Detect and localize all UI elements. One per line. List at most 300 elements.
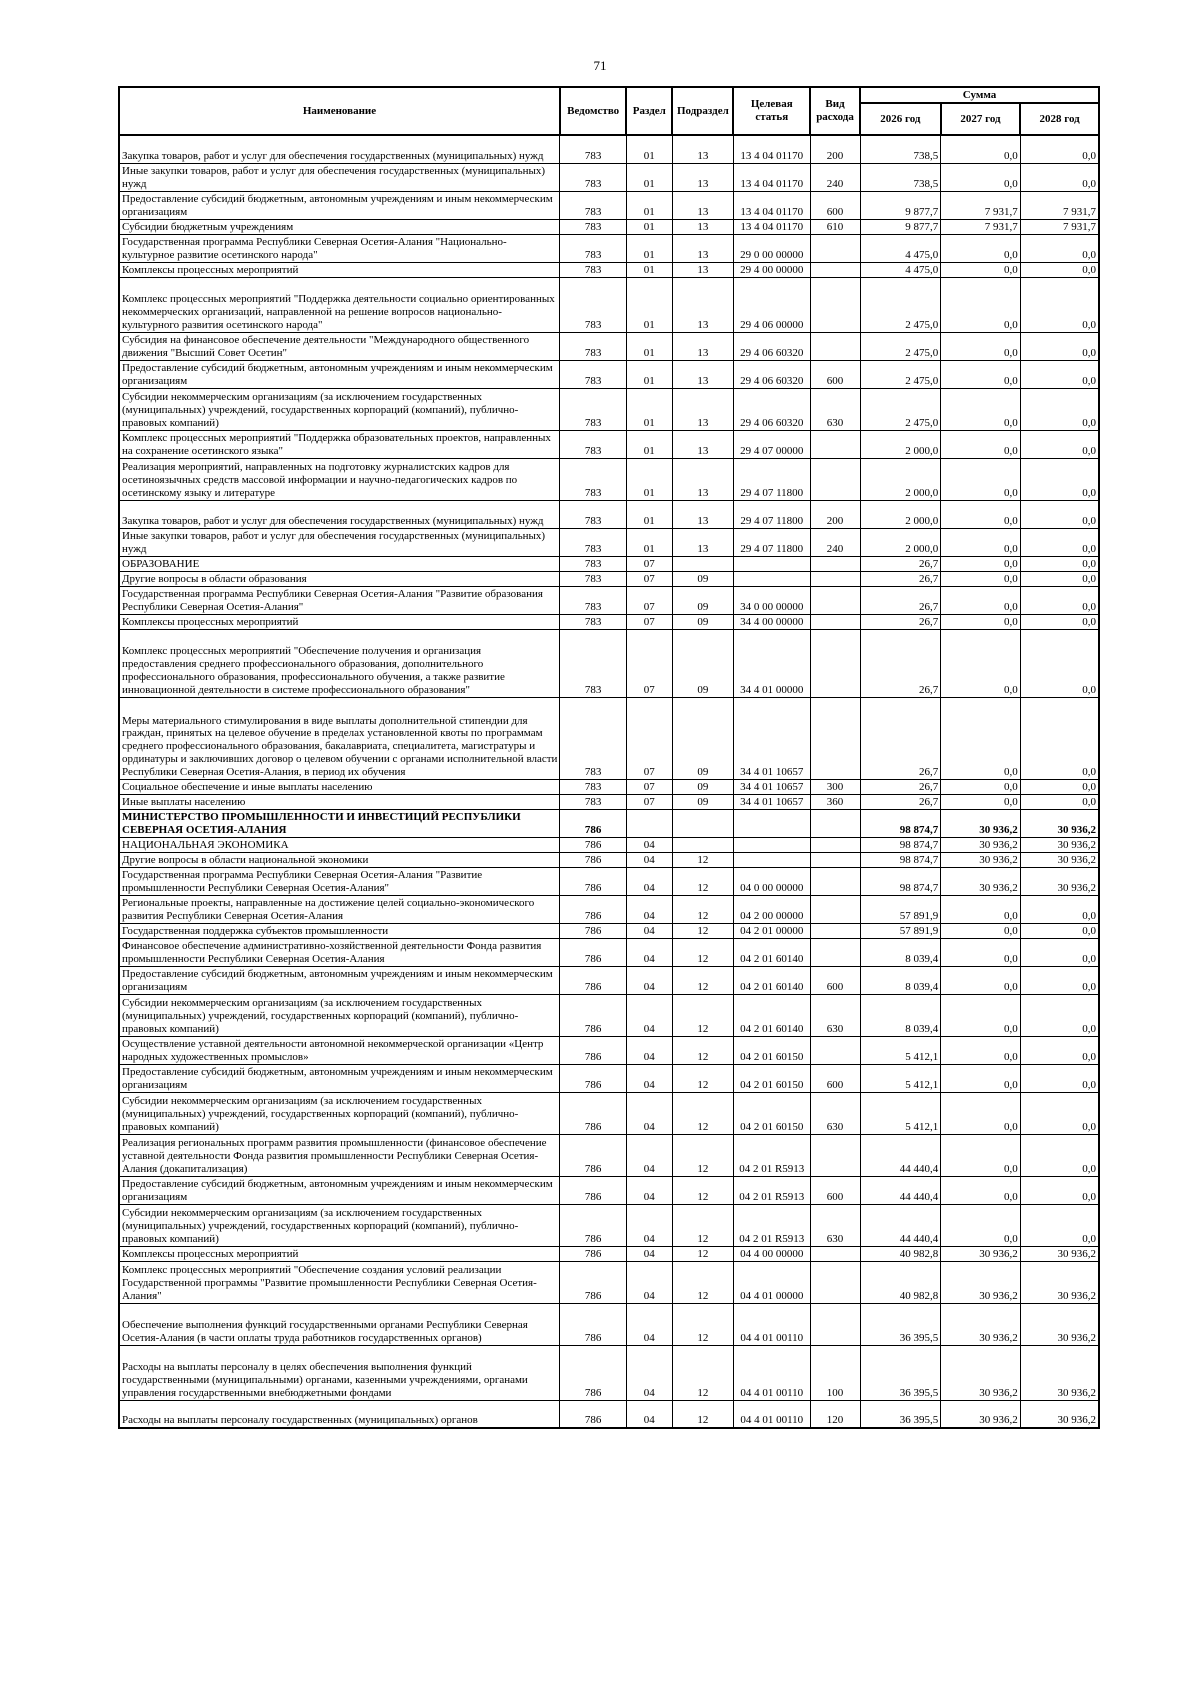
cell-section: 04 [626,837,672,852]
cell-2027: 0,0 [941,458,1021,500]
cell-subsection: 09 [672,571,733,586]
cell-dept: 786 [560,923,626,938]
cell-section: 04 [626,867,672,895]
cell-subsection: 12 [672,1064,733,1092]
cell-target: 04 2 01 60140 [733,938,810,966]
cell-section: 01 [626,234,672,262]
table-row [119,1036,1099,1064]
cell-2027: 0,0 [941,586,1021,614]
cell-section: 04 [626,1134,672,1176]
table-row [119,1134,1099,1176]
cell-2027: 0,0 [941,430,1021,458]
cell-target: 29 4 06 60320 [733,360,810,388]
cell-section: 01 [626,163,672,191]
cell-name: Комплексы процессных мероприятий [119,614,560,629]
cell-name: Комплекс процессных мероприятий "Поддержка образовательных проектов, направленных на сохранение осетинского языка" [119,430,560,458]
cell-name: Предоставление субсидий бюджетным, автономным учреждениям и иным некоммерческим организациям [119,966,560,994]
cell-target [733,809,810,837]
cell-dept: 783 [560,528,626,556]
cell-section: 01 [626,500,672,528]
cell-2028: 0,0 [1020,1176,1099,1204]
cell-target: 34 4 01 00000 [733,629,810,697]
cell-2027: 0,0 [941,629,1021,697]
cell-name: Меры материального стимулирования в виде выплаты дополнительной стипендии для граждан, принятых на целевое обучение в пределах установленной квоты по программам среднего профессионального образования, бакалавриата, специалитета, магистратуры и ординатуры и заключивших договор о целевом обучении с органами исполнительной власти Республики Северная Осетия-Алания, в период их обучения [119,697,560,779]
cell-target: 04 4 01 00110 [733,1345,810,1400]
cell-2026: 738,5 [860,135,941,163]
cell-dept: 786 [560,1092,626,1134]
cell-2028: 0,0 [1020,794,1099,809]
cell-name: НАЦИОНАЛЬНАЯ ЭКОНОМИКА [119,837,560,852]
cell-section: 01 [626,528,672,556]
table-row [119,388,1099,430]
cell-target: 29 4 07 11800 [733,500,810,528]
cell-2028: 0,0 [1020,1036,1099,1064]
cell-subsection: 09 [672,697,733,779]
table-row [119,163,1099,191]
cell-name: Реализация региональных программ развития промышленности (финансовое обеспечение уставной деятельности Фонда развития промышленности Республики Северная Осетия-Алания (докапитализация) [119,1134,560,1176]
cell-2026: 8 039,4 [860,994,941,1036]
cell-name: Иные закупки товаров, работ и услуг для обеспечения государственных (муниципальных) нужд [119,528,560,556]
cell-subsection: 12 [672,1246,733,1261]
cell-2026: 36 395,5 [860,1345,941,1400]
cell-2026: 5 412,1 [860,1036,941,1064]
cell-name: Субсидии некоммерческим организациям (за исключением государственных (муниципальных) учреждений, государственных корпораций (компаний), публично-правовых компаний) [119,994,560,1036]
cell-dept: 783 [560,277,626,332]
cell-subsection: 12 [672,1176,733,1204]
cell-2027: 30 936,2 [941,852,1021,867]
cell-exp-type [810,923,860,938]
cell-2026: 26,7 [860,614,941,629]
cell-target: 34 4 01 10657 [733,697,810,779]
cell-exp-type: 200 [810,135,860,163]
cell-subsection: 12 [672,938,733,966]
cell-2026: 44 440,4 [860,1204,941,1246]
cell-target: 13 4 04 01170 [733,191,810,219]
cell-exp-type: 630 [810,388,860,430]
cell-2027: 0,0 [941,938,1021,966]
cell-name: Субсидия на финансовое обеспечение деятельности "Международного общественного движения "Высший Совет Осетин" [119,332,560,360]
cell-exp-type: 120 [810,1400,860,1428]
cell-subsection: 12 [672,1204,733,1246]
cell-section: 04 [626,1036,672,1064]
cell-target: 29 4 06 60320 [733,388,810,430]
cell-section: 01 [626,458,672,500]
cell-dept: 786 [560,837,626,852]
table-row [119,1261,1099,1303]
cell-2026: 40 982,8 [860,1261,941,1303]
cell-dept: 783 [560,500,626,528]
cell-2026: 2 000,0 [860,500,941,528]
cell-dept: 783 [560,571,626,586]
cell-name: Комплекс процессных мероприятий "Обеспечение получения и организация предоставления среднего профессионального образования, дополнительного профессионального образования, профессионального обучения, а также развитие инновационной деятельности в системе профессионального образования" [119,629,560,697]
cell-section: 01 [626,277,672,332]
cell-dept: 786 [560,1400,626,1428]
cell-name: Обеспечение выполнения функций государственными органами Республики Северная Осетия-Алания (в части оплаты труда работников государственных органов) [119,1303,560,1345]
cell-target: 29 4 07 11800 [733,528,810,556]
cell-2028: 0,0 [1020,1134,1099,1176]
cell-section: 04 [626,1303,672,1345]
cell-target: 29 4 06 00000 [733,277,810,332]
cell-2028: 30 936,2 [1020,837,1099,852]
cell-name: Субсидии некоммерческим организациям (за исключением государственных (муниципальных) учреждений, государственных корпораций (компаний), публично-правовых компаний) [119,1204,560,1246]
cell-target: 04 2 01 60140 [733,966,810,994]
cell-name: Предоставление субсидий бюджетным, автономным учреждениям и иным некоммерческим организациям [119,1176,560,1204]
cell-2027: 0,0 [941,500,1021,528]
cell-exp-type: 630 [810,1092,860,1134]
cell-subsection: 13 [672,277,733,332]
table-row [119,994,1099,1036]
cell-subsection: 12 [672,1345,733,1400]
cell-2026: 57 891,9 [860,923,941,938]
cell-2027: 0,0 [941,388,1021,430]
cell-subsection: 12 [672,867,733,895]
cell-2026: 8 039,4 [860,938,941,966]
cell-dept: 786 [560,1064,626,1092]
cell-section: 01 [626,135,672,163]
cell-section: 04 [626,1092,672,1134]
cell-subsection: 12 [672,895,733,923]
table-row [119,1176,1099,1204]
cell-2026: 2 000,0 [860,458,941,500]
table-row [119,1064,1099,1092]
budget-table [118,86,1100,1429]
cell-name: Закупка товаров, работ и услуг для обеспечения государственных (муниципальных) нужд [119,500,560,528]
table-row [119,586,1099,614]
cell-name: Другие вопросы в области образования [119,571,560,586]
cell-subsection: 09 [672,629,733,697]
cell-section: 04 [626,1345,672,1400]
cell-exp-type [810,809,860,837]
header-2027: 2027 год [941,103,1021,135]
cell-dept: 783 [560,163,626,191]
cell-2028: 0,0 [1020,360,1099,388]
cell-section: 01 [626,360,672,388]
cell-name: Комплексы процессных мероприятий [119,1246,560,1261]
cell-target: 04 2 01 60150 [733,1092,810,1134]
cell-2028: 7 931,7 [1020,191,1099,219]
cell-2028: 30 936,2 [1020,852,1099,867]
cell-exp-type: 600 [810,360,860,388]
cell-exp-type: 610 [810,219,860,234]
cell-2028: 0,0 [1020,234,1099,262]
cell-section: 07 [626,629,672,697]
cell-exp-type: 600 [810,966,860,994]
cell-2027: 30 936,2 [941,837,1021,852]
cell-2026: 2 000,0 [860,430,941,458]
cell-name: Предоставление субсидий бюджетным, автономным учреждениям и иным некоммерческим организациям [119,360,560,388]
cell-section: 01 [626,191,672,219]
cell-2026: 2 475,0 [860,388,941,430]
cell-exp-type: 630 [810,994,860,1036]
cell-2027: 0,0 [941,794,1021,809]
cell-exp-type: 600 [810,1176,860,1204]
cell-2027: 0,0 [941,571,1021,586]
cell-2028: 0,0 [1020,163,1099,191]
cell-name: Комплексы процессных мероприятий [119,262,560,277]
table-row [119,430,1099,458]
cell-name: Государственная программа Республики Северная Осетия-Алания "Развитие промышленности Республики Северная Осетия-Алания" [119,867,560,895]
cell-target: 04 4 01 00000 [733,1261,810,1303]
table-row [119,809,1099,837]
cell-dept: 783 [560,586,626,614]
cell-target [733,837,810,852]
cell-name: Предоставление субсидий бюджетным, автономным учреждениям и иным некоммерческим организациям [119,1064,560,1092]
cell-dept: 786 [560,1036,626,1064]
cell-2028: 0,0 [1020,430,1099,458]
cell-2027: 0,0 [941,1176,1021,1204]
table-row [119,458,1099,500]
cell-2028: 0,0 [1020,458,1099,500]
cell-exp-type [810,837,860,852]
cell-section: 01 [626,430,672,458]
cell-dept: 786 [560,1176,626,1204]
cell-2028: 0,0 [1020,1204,1099,1246]
cell-subsection [672,556,733,571]
cell-subsection: 12 [672,994,733,1036]
cell-subsection: 12 [672,1303,733,1345]
cell-dept: 783 [560,219,626,234]
table-header [119,87,1099,135]
cell-2026: 4 475,0 [860,234,941,262]
cell-target: 04 2 00 00000 [733,895,810,923]
cell-target: 04 4 01 00110 [733,1303,810,1345]
cell-name: Субсидии некоммерческим организациям (за исключением государственных (муниципальных) учреждений, государственных корпораций (компаний), публично-правовых компаний) [119,388,560,430]
cell-2026: 2 475,0 [860,332,941,360]
cell-target: 04 2 01 R5913 [733,1204,810,1246]
cell-2026: 9 877,7 [860,191,941,219]
cell-2028: 0,0 [1020,571,1099,586]
cell-section: 01 [626,219,672,234]
cell-dept: 783 [560,135,626,163]
cell-subsection: 13 [672,388,733,430]
cell-exp-type: 360 [810,794,860,809]
table-row [119,938,1099,966]
cell-section: 04 [626,1204,672,1246]
cell-subsection: 13 [672,163,733,191]
cell-dept: 786 [560,1204,626,1246]
cell-name: Региональные проекты, направленные на достижение целей социально-экономического развития Республики Северная Осетия-Алания [119,895,560,923]
cell-2026: 57 891,9 [860,895,941,923]
cell-exp-type [810,571,860,586]
cell-2027: 0,0 [941,923,1021,938]
cell-dept: 786 [560,809,626,837]
cell-dept: 783 [560,332,626,360]
cell-target: 29 4 07 00000 [733,430,810,458]
cell-subsection: 13 [672,262,733,277]
cell-2026: 2 475,0 [860,360,941,388]
cell-exp-type: 600 [810,191,860,219]
cell-2026: 26,7 [860,697,941,779]
cell-subsection: 13 [672,191,733,219]
cell-dept: 783 [560,779,626,794]
cell-name: Государственная поддержка субъектов промышленности [119,923,560,938]
cell-2027: 0,0 [941,1064,1021,1092]
cell-2028: 30 936,2 [1020,1303,1099,1345]
header-subsection: Подраздел [672,87,733,135]
cell-exp-type: 300 [810,779,860,794]
cell-subsection: 13 [672,528,733,556]
cell-dept: 786 [560,1303,626,1345]
cell-target: 29 4 07 11800 [733,458,810,500]
cell-2027: 0,0 [941,332,1021,360]
table-row [119,1400,1099,1428]
cell-dept: 783 [560,191,626,219]
cell-2026: 5 412,1 [860,1064,941,1092]
cell-target [733,556,810,571]
cell-2027: 0,0 [941,994,1021,1036]
cell-dept: 783 [560,697,626,779]
cell-2028: 0,0 [1020,500,1099,528]
cell-2027: 30 936,2 [941,1261,1021,1303]
cell-2027: 30 936,2 [941,867,1021,895]
cell-2028: 0,0 [1020,332,1099,360]
cell-2028: 0,0 [1020,779,1099,794]
table-row [119,1204,1099,1246]
cell-subsection: 09 [672,794,733,809]
cell-section: 07 [626,556,672,571]
cell-2028: 0,0 [1020,388,1099,430]
cell-exp-type [810,332,860,360]
table-row [119,779,1099,794]
table-row [119,360,1099,388]
cell-2026: 36 395,5 [860,1303,941,1345]
cell-exp-type [810,614,860,629]
page-number: 71 [593,58,607,73]
cell-target: 34 4 01 10657 [733,779,810,794]
cell-2026: 5 412,1 [860,1092,941,1134]
cell-target: 13 4 04 01170 [733,135,810,163]
cell-target: 34 0 00 00000 [733,586,810,614]
cell-2026: 44 440,4 [860,1176,941,1204]
cell-2026: 40 982,8 [860,1246,941,1261]
cell-2027: 0,0 [941,234,1021,262]
cell-dept: 786 [560,1134,626,1176]
cell-dept: 783 [560,388,626,430]
cell-subsection: 12 [672,923,733,938]
cell-2026: 36 395,5 [860,1400,941,1428]
cell-subsection: 13 [672,332,733,360]
cell-exp-type [810,277,860,332]
header-2028: 2028 год [1020,103,1099,135]
cell-exp-type: 200 [810,500,860,528]
cell-2028: 0,0 [1020,629,1099,697]
cell-2026: 26,7 [860,794,941,809]
cell-2026: 8 039,4 [860,966,941,994]
cell-target: 04 2 01 R5913 [733,1176,810,1204]
cell-exp-type [810,697,860,779]
cell-dept: 783 [560,556,626,571]
cell-section: 04 [626,1400,672,1428]
cell-name: Предоставление субсидий бюджетным, автономным учреждениям и иным некоммерческим организациям [119,191,560,219]
cell-section: 01 [626,388,672,430]
cell-target: 04 0 00 00000 [733,867,810,895]
cell-section: 01 [626,262,672,277]
cell-dept: 783 [560,629,626,697]
cell-exp-type [810,852,860,867]
cell-section: 04 [626,1246,672,1261]
cell-2027: 30 936,2 [941,1345,1021,1400]
cell-dept: 783 [560,262,626,277]
cell-2028: 0,0 [1020,994,1099,1036]
table-row [119,556,1099,571]
cell-2028: 0,0 [1020,262,1099,277]
cell-section: 07 [626,794,672,809]
cell-2026: 44 440,4 [860,1134,941,1176]
header-2026: 2026 год [860,103,941,135]
cell-section: 04 [626,994,672,1036]
cell-subsection: 13 [672,234,733,262]
cell-2026: 98 874,7 [860,852,941,867]
cell-exp-type: 240 [810,163,860,191]
cell-target: 34 4 00 00000 [733,614,810,629]
table-row [119,219,1099,234]
cell-exp-type: 100 [810,1345,860,1400]
cell-2027: 0,0 [941,528,1021,556]
cell-section: 04 [626,852,672,867]
cell-dept: 783 [560,458,626,500]
cell-section: 04 [626,895,672,923]
cell-2028: 30 936,2 [1020,1345,1099,1400]
table-row [119,895,1099,923]
cell-name: Субсидии бюджетным учреждениям [119,219,560,234]
cell-dept: 786 [560,895,626,923]
cell-target: 04 4 00 00000 [733,1246,810,1261]
cell-subsection: 13 [672,219,733,234]
header-sum: Сумма [860,87,1099,103]
cell-2028: 30 936,2 [1020,1261,1099,1303]
cell-2027: 0,0 [941,135,1021,163]
cell-2027: 0,0 [941,277,1021,332]
cell-target: 29 4 00 00000 [733,262,810,277]
cell-exp-type [810,1036,860,1064]
cell-2027: 0,0 [941,966,1021,994]
cell-subsection: 09 [672,779,733,794]
cell-section: 07 [626,586,672,614]
cell-2027: 30 936,2 [941,1246,1021,1261]
cell-2027: 30 936,2 [941,1303,1021,1345]
cell-2027: 0,0 [941,895,1021,923]
cell-dept: 783 [560,430,626,458]
cell-exp-type [810,430,860,458]
cell-subsection: 13 [672,430,733,458]
cell-target: 04 2 01 60150 [733,1064,810,1092]
cell-dept: 786 [560,1345,626,1400]
table-row [119,1246,1099,1261]
cell-2026: 98 874,7 [860,837,941,852]
cell-name: Государственная программа Республики Северная Осетия-Алания "Национально-культурное развитие осетинского народа" [119,234,560,262]
cell-exp-type [810,895,860,923]
cell-2028: 0,0 [1020,556,1099,571]
cell-dept: 783 [560,614,626,629]
cell-name: Финансовое обеспечение административно-хозяйственной деятельности Фонда развития промышленности Республики Северная Осетия-Алания [119,938,560,966]
cell-2028: 0,0 [1020,1064,1099,1092]
cell-subsection: 13 [672,458,733,500]
cell-2026: 2 475,0 [860,277,941,332]
header-target: Целевая статья [733,87,810,135]
table-row [119,262,1099,277]
cell-dept: 783 [560,234,626,262]
cell-dept: 786 [560,994,626,1036]
cell-2028: 0,0 [1020,135,1099,163]
cell-exp-type [810,938,860,966]
cell-section: 04 [626,966,672,994]
cell-subsection: 09 [672,614,733,629]
cell-2028: 30 936,2 [1020,1400,1099,1428]
table-row [119,332,1099,360]
cell-target: 04 2 01 60140 [733,994,810,1036]
cell-exp-type [810,1246,860,1261]
cell-name: Субсидии некоммерческим организациям (за исключением государственных (муниципальных) учреждений, государственных корпораций (компаний), публично-правовых компаний) [119,1092,560,1134]
